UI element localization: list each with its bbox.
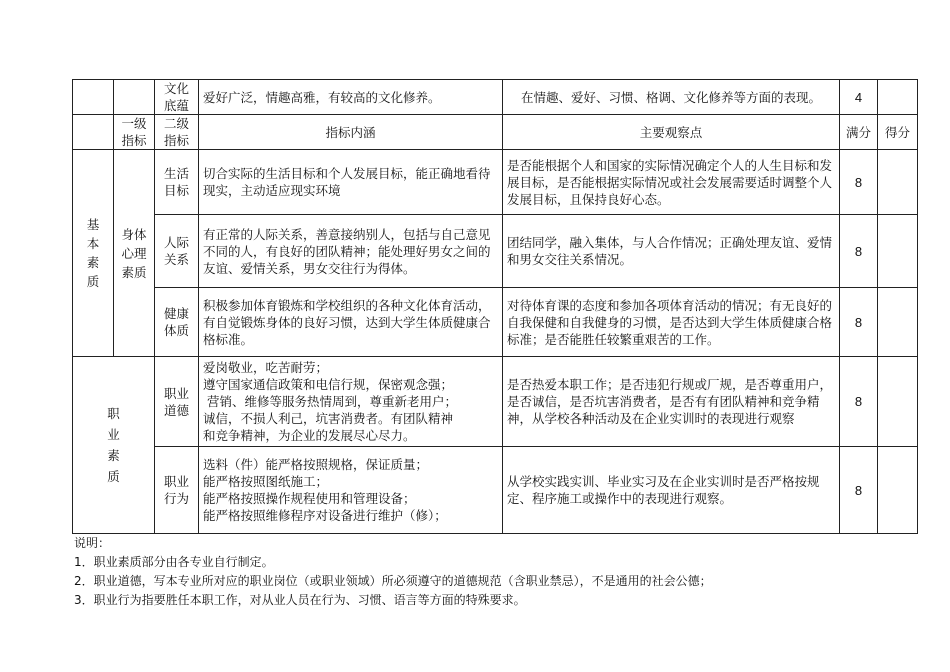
- category-basic-label: 基本素质: [86, 217, 100, 289]
- score-cell: [878, 150, 918, 215]
- score-cell: [878, 357, 918, 447]
- level1-physical-mental: [114, 150, 155, 357]
- item-health: 健康体质: [155, 288, 199, 357]
- header-level2: 二级指标: [155, 115, 199, 150]
- connotation-line: 和竞争精神，为企业的发展尽心尽力。: [203, 428, 416, 443]
- table-row: [73, 150, 918, 215]
- connotation-line: 能严格按照维修程序对设备进行维护（修）；: [203, 508, 447, 523]
- connotation-cell: 有正常的人际关系，善意接纳别人，包括与自己意见不同的人，有良好的团队精神；能处理好男女之间的友谊、爱情关系，男女交往行为得体。: [199, 215, 503, 288]
- full-score-cell: 8: [840, 447, 878, 534]
- category-professional-label: 职业素质: [107, 406, 120, 484]
- connotation-line: 营销、维修等服务热情周到，尊重新老用户；: [203, 394, 457, 409]
- observation-cell: 团结同学，融入集体，与人合作情况；正确处理友谊、爱情和男女交往关系情况。: [503, 215, 840, 288]
- full-score-cell: 8: [840, 357, 878, 447]
- header-row: [73, 115, 918, 150]
- item-conduct: 职业行为: [155, 447, 199, 534]
- category-professional: [73, 357, 155, 534]
- item-relationships: 人际关系: [155, 215, 199, 288]
- connotation-line: 遵守国家通信政策和电信行规，保密观念强；: [203, 377, 454, 392]
- score-cell: [878, 288, 918, 357]
- score-cell: [878, 80, 918, 115]
- header-full-score: 满分: [840, 115, 878, 150]
- table-row: [73, 215, 918, 288]
- observation-cell: 是否能根据个人和国家的实际情况确定个人的人生目标和发展目标，是否能根据实际情况或社会发展需要适时调整个人发展目标，且保持良好心态。: [503, 150, 840, 215]
- connotation-line: 能严格按照操作规程使用和管理设备；: [203, 491, 416, 506]
- observation-cell: 是否热爱本职工作；是否违犯行规或厂规，是否尊重用户，是否诚信，是否坑害消费者，是否有有团队精神和竞争精神，从学校各种活动及在企业实训时的表现进行观察: [503, 357, 840, 447]
- table-row: [73, 80, 918, 115]
- empty-cell: [73, 80, 114, 115]
- item-life-goal: 生活目标: [155, 150, 199, 215]
- connotation-cell: 积极参加体育锻炼和学校组织的各种文化体育活动，有自觉锻炼身体的良好习惯，达到大学生体质健康合格标准。: [199, 288, 503, 357]
- connotation-line: 爱岗敬业，吃苦耐劳；: [203, 360, 329, 375]
- score-cell: [878, 215, 918, 288]
- note-item: 3．职业行为指要胜任本职工作，对从业人员在行为、习惯、语言等方面的特殊要求。: [74, 593, 526, 607]
- observation-cell: 对待体育课的态度和参加各项体育活动的情况；有无良好的自我保健和自我健身的习惯，是否达到大学生体质健康合格标准；是否能胜任较繁重艰苦的工作。: [503, 288, 840, 357]
- notes-section: [74, 534, 712, 610]
- note-item: 1．职业素质部分由各专业自行制定。: [74, 555, 274, 569]
- empty-cell: [73, 115, 114, 150]
- header-observation: 主要观察点: [503, 115, 840, 150]
- connotation-cell: 爱好广泛，情趣高雅，有较高的文化修养。: [199, 80, 503, 115]
- table-row: [73, 447, 918, 534]
- full-score-cell: 8: [840, 150, 878, 215]
- full-score-cell: 8: [840, 215, 878, 288]
- connotation-cell: [199, 447, 503, 534]
- item-ethics: 职业道德: [155, 357, 199, 447]
- score-cell: [878, 447, 918, 534]
- connotation-line: 能严格按照图纸施工；: [203, 474, 329, 489]
- observation-cell: 从学校实践实训、毕业实习及在企业实训时是否严格按规定、程序施工或操作中的表现进行观察。: [503, 447, 840, 534]
- full-score-cell: 4: [840, 80, 878, 115]
- header-connotation: 指标内涵: [199, 115, 503, 150]
- item-culture: 文化底蕴: [155, 80, 199, 115]
- notes-title: 说明：: [74, 536, 111, 550]
- connotation-line: 诚信，不损人利己，坑害消费者。有团队精神: [203, 411, 454, 426]
- header-level1: 一级指标: [114, 115, 155, 150]
- category-basic: [73, 150, 114, 357]
- table-row: [73, 357, 918, 447]
- header-score: 得分: [878, 115, 918, 150]
- note-item: 2．职业道德，写本专业所对应的职业岗位（或职业领域）所必须遵守的道德规范（含职业禁忌），不是通用的社会公德；: [74, 574, 712, 588]
- connotation-cell: [199, 357, 503, 447]
- empty-cell: [114, 80, 155, 115]
- observation-cell: 在情趣、爱好、习惯、格调、文化修养等方面的表现。: [503, 80, 840, 115]
- level1-label: 身体心理素质: [121, 226, 147, 280]
- evaluation-table: [72, 79, 918, 534]
- connotation-cell: 切合实际的生活目标和个人发展目标，能正确地看待现实，主动适应现实环境: [199, 150, 503, 215]
- full-score-cell: 8: [840, 288, 878, 357]
- connotation-line: 选料（件）能严格按照规格，保证质量；: [203, 457, 429, 472]
- table-row: [73, 288, 918, 357]
